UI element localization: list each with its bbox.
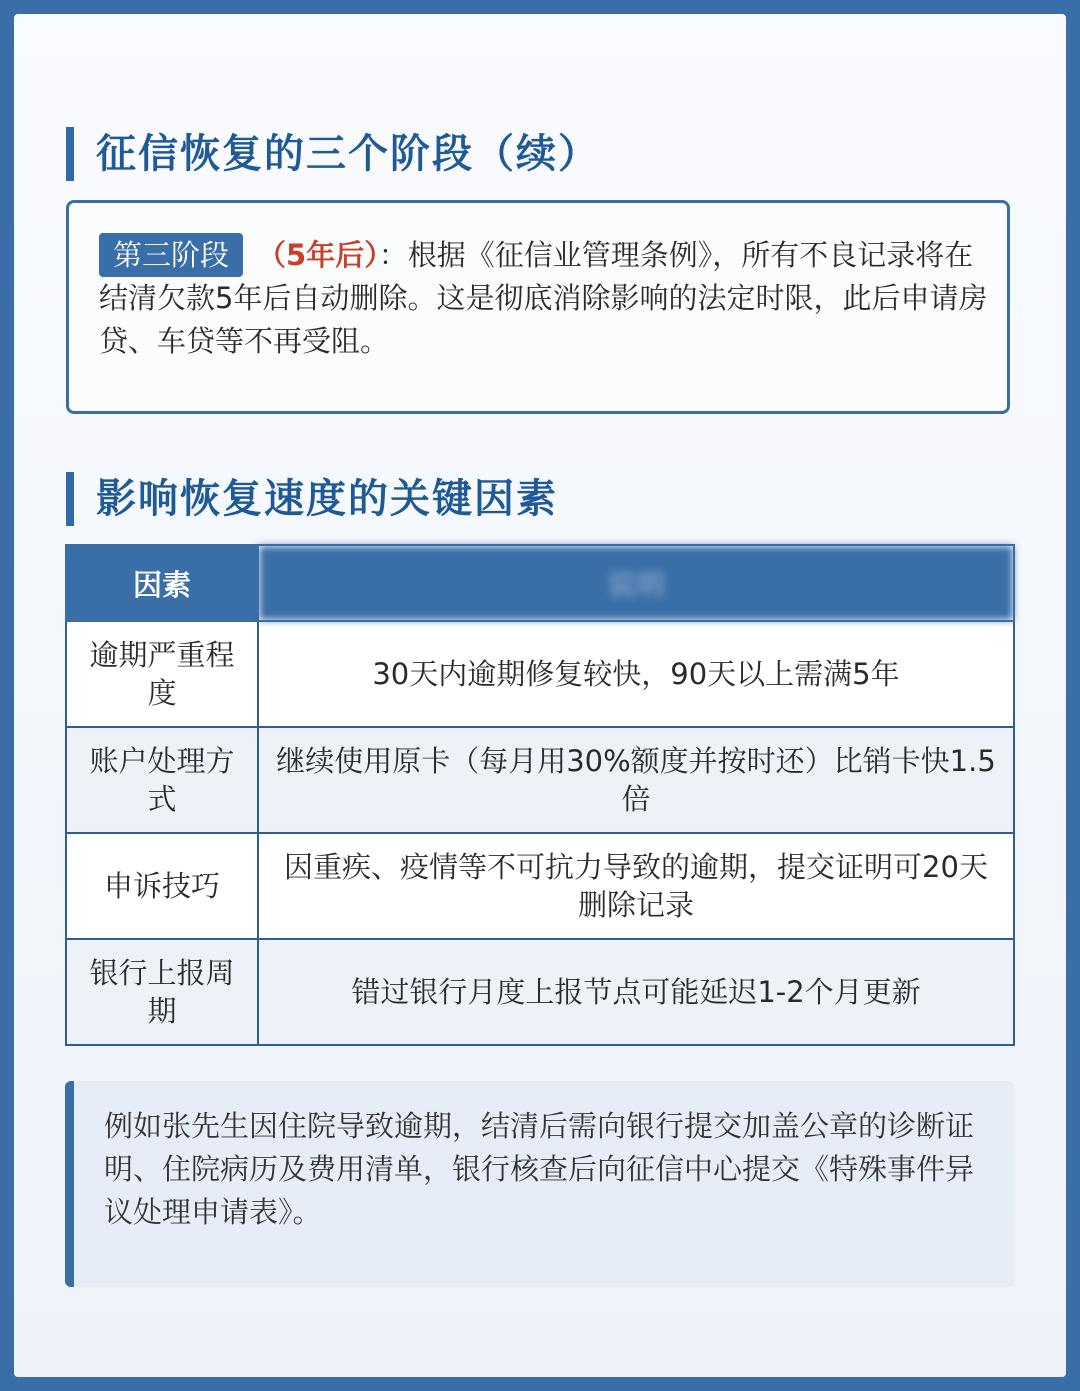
stage-period: （5年后）: [257, 238, 379, 272]
table-row: [66, 833, 1014, 939]
stage-description: ：根据《征信业管理条例》，所有不良记录将在结清欠款5年后自动删除。这是彻底消除影响的法定时限，此后申请房贷、车贷等不再受阻。: [99, 238, 988, 358]
factor-cell: 申诉技巧: [66, 833, 258, 939]
factor-cell: 账户处理方式: [66, 727, 258, 833]
header-detail: 说明: [258, 545, 1014, 621]
section-title-stages: 征信恢复的三个阶段（续）: [66, 127, 600, 181]
stage-three-text: [99, 233, 989, 363]
detail-cell: 因重疾、疫情等不可抗力导致的逾期，提交证明可20天删除记录: [258, 833, 1014, 939]
table-row: [66, 727, 1014, 833]
stage-badge: 第三阶段: [99, 233, 243, 277]
example-note: [65, 1081, 1015, 1287]
table-row: [66, 621, 1014, 727]
factor-cell: 银行上报周期: [66, 939, 258, 1045]
example-note-text: 例如张先生因住院导致逾期，结清后需向银行提交加盖公章的诊断证明、住院病历及费用清单，银行核查后向征信中心提交《特殊事件异议处理申请表》。: [104, 1109, 975, 1229]
detail-cell: 继续使用原卡（每月用30%额度并按时还）比销卡快1.5倍: [258, 727, 1014, 833]
table-header-row: [66, 545, 1014, 621]
section-title-factors: 影响恢复速度的关键因素: [66, 472, 558, 526]
detail-cell: 错过银行月度上报节点可能延迟1-2个月更新: [258, 939, 1014, 1045]
factors-table: [65, 544, 1015, 1046]
table-row: [66, 939, 1014, 1045]
stage-three-box: [66, 200, 1010, 414]
factor-cell: 逾期严重程度: [66, 621, 258, 727]
page-frame: [14, 14, 1066, 1377]
header-factor: 因素: [66, 545, 258, 621]
detail-cell: 30天内逾期修复较快，90天以上需满5年: [258, 621, 1014, 727]
